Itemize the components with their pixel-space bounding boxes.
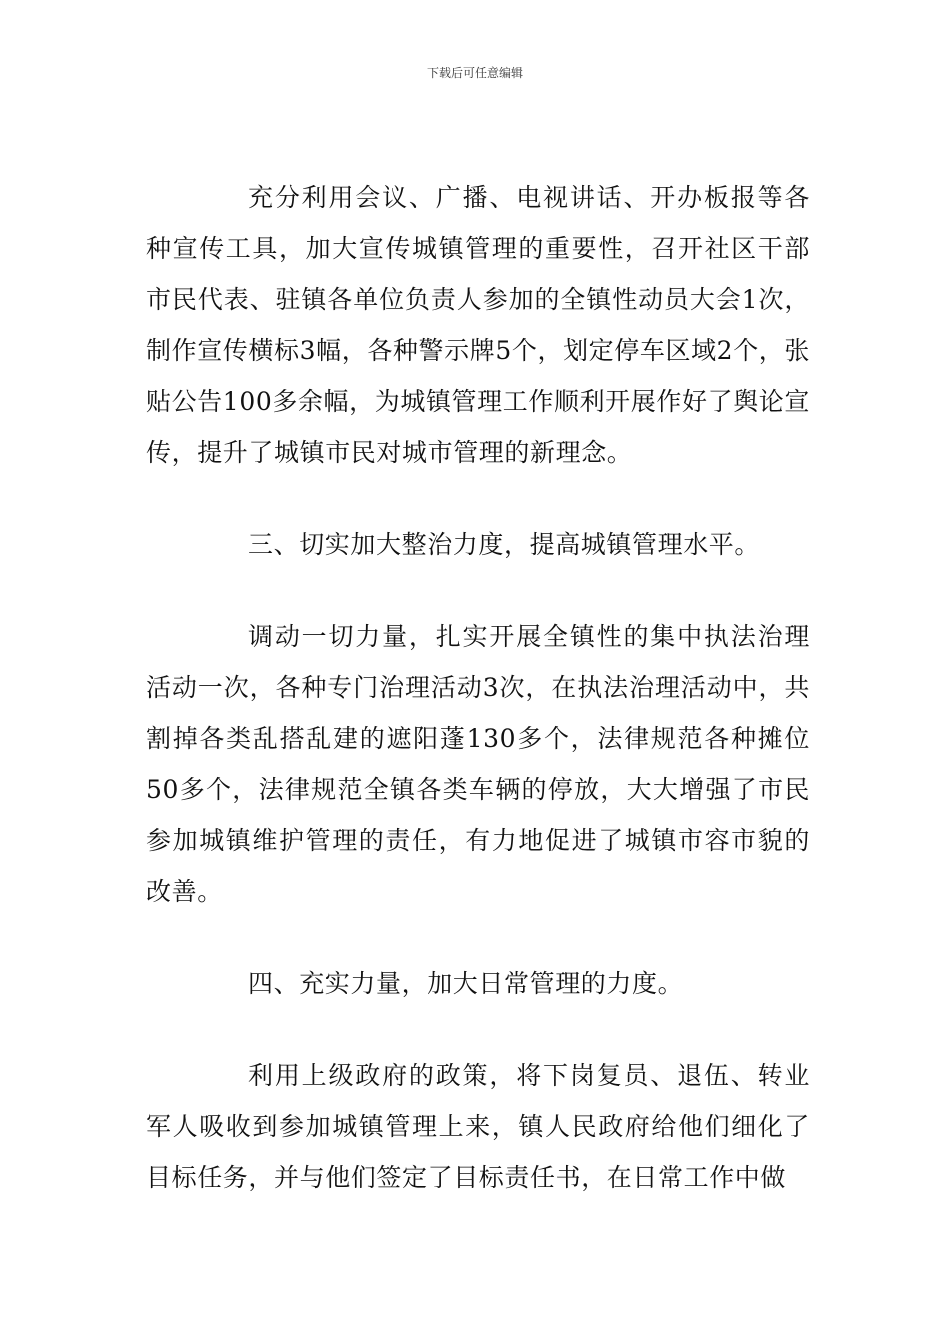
paragraph-daily-management: 利用上级政府的政策，将下岗复员、退伍、转业军人吸收到参加城镇管理上来，镇人民政府给他们细化了目标任务，并与他们签定了目标责任书，在日常工作中做 bbox=[146, 1061, 810, 1192]
page-header: 下载后可任意编辑 bbox=[426, 66, 523, 80]
paragraph-enforcement: 调动一切力量，扎实开展全镇性的集中执法治理活动一次，各种专门治理活动3次，在执法治理活动中，共割掉各类乱搭乱建的遮阳蓬130多个，法律规范各种摊位50多个，法律规范全镇各类车辆的停放，大大增强了市民参加城镇维护管理的责任，有力地促进了城镇市容市貌的改善。 bbox=[146, 622, 810, 906]
section-heading-3: 三、切实加大整治力度，提高城镇管理水平。 bbox=[248, 530, 761, 559]
document-body bbox=[146, 172, 810, 1203]
section-heading-4: 四、充实力量，加大日常管理的力度。 bbox=[248, 969, 684, 998]
paragraph-publicity: 充分利用会议、广播、电视讲话、开办板报等各种宣传工具，加大宣传城镇管理的重要性，召开社区干部市民代表、驻镇各单位负责人参加的全镇性动员大会1次，制作宣传横标3幅，各种警示牌5个，划定停车区域2个，张贴公告100多余幅，为城镇管理工作顺利开展作好了舆论宣传，提升了城镇市民对城市管理的新理念。 bbox=[146, 183, 810, 467]
